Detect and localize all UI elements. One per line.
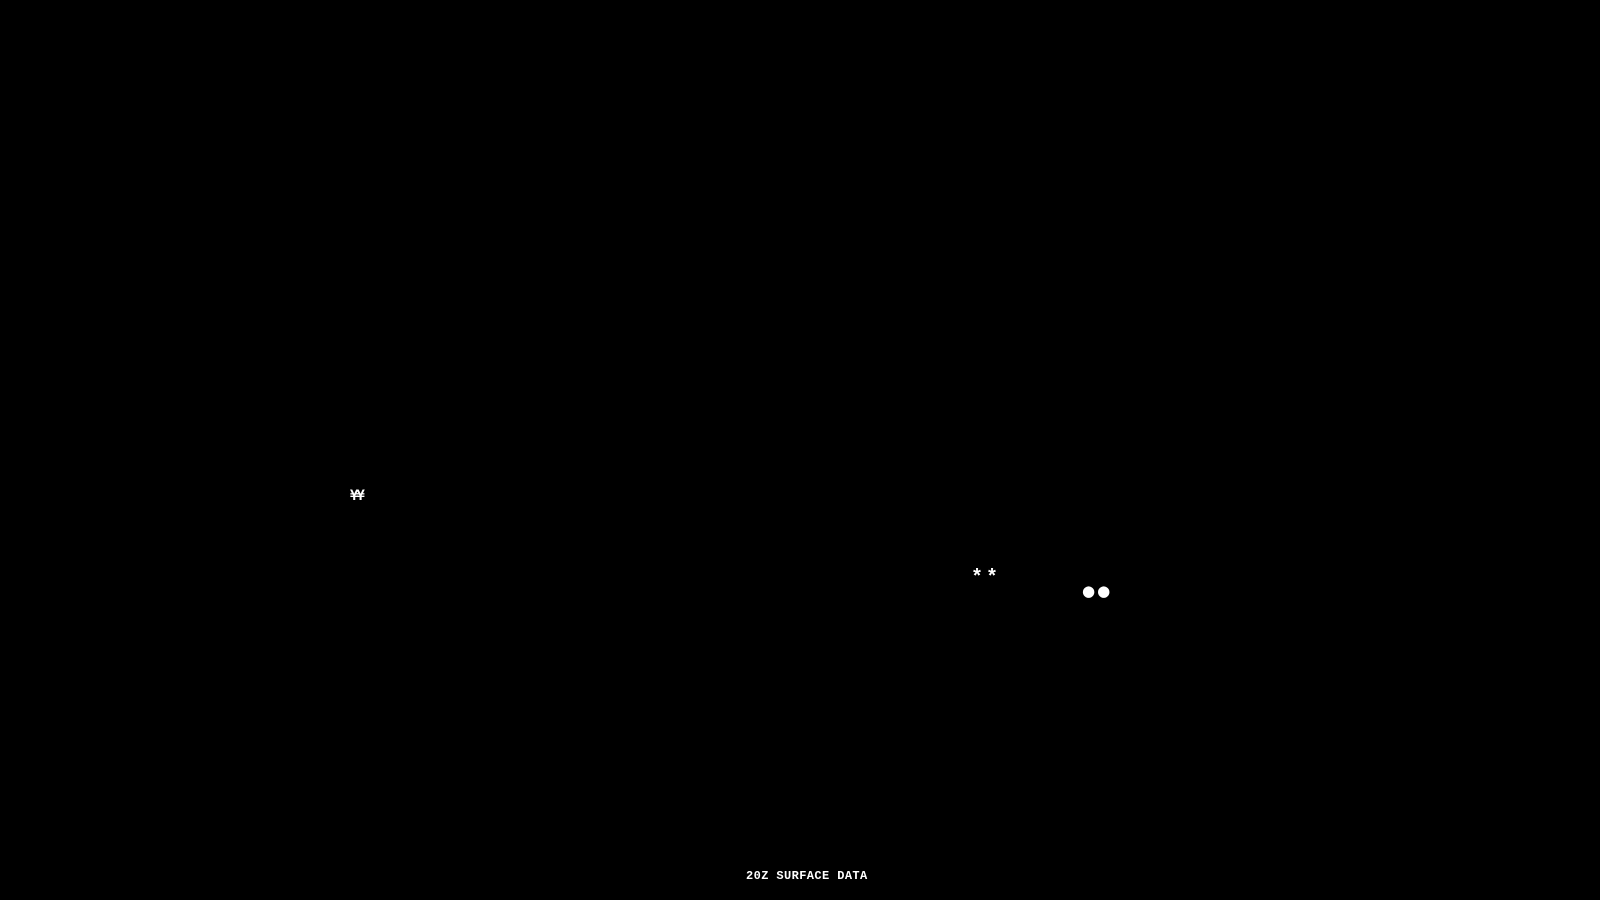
precipitation-dots-icon: ●● (1082, 582, 1113, 600)
station-plot-icon: ¥¥ (350, 488, 363, 504)
snow-asterisks-icon: ** (971, 567, 1002, 590)
chart-caption: 20Z SURFACE DATA (746, 869, 868, 883)
